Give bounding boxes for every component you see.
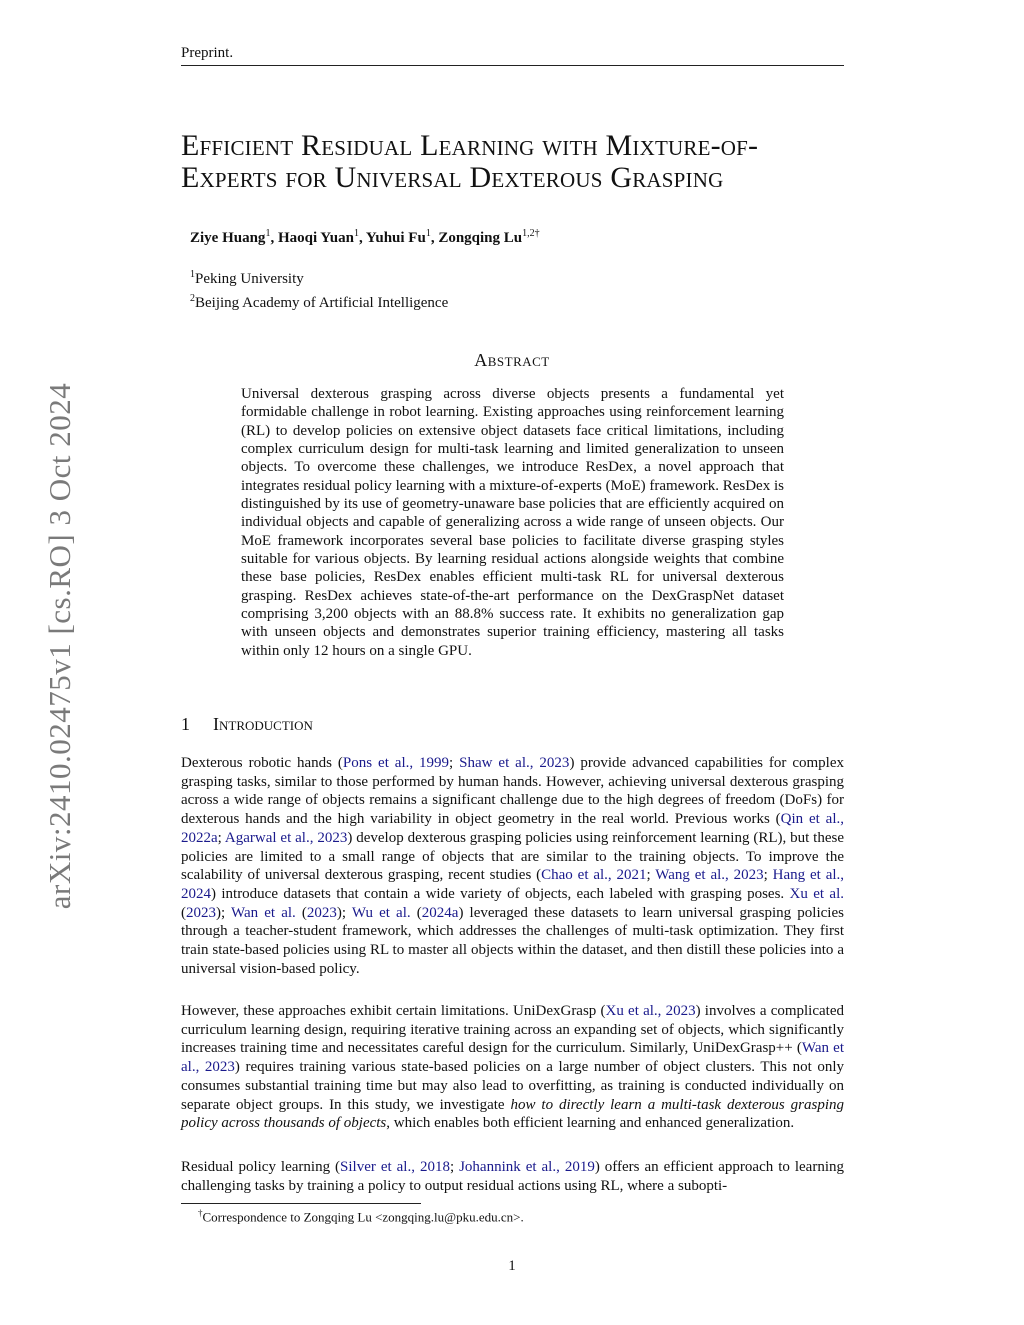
citation-link[interactable]: Shaw et al., 2023 [459, 755, 570, 771]
text-run: Dexterous robotic hands ( [181, 755, 343, 771]
text-run: ( [181, 904, 186, 921]
citation-link[interactable]: 2023 [186, 904, 216, 921]
text-run: ) leveraged these datasets to learn universal grasping policies through a teacher-student framework, which addresses the challenges of multi-task optimization. They first train state-based policies using RL to master all objects within the dataset, and then distill these policies into a universal vision-based policy. [181, 904, 844, 977]
citation-link[interactable]: Hang et al., 2024 [181, 867, 845, 902]
affiliation-text: Peking University [195, 271, 304, 287]
section-title: Introduction [213, 714, 313, 734]
author-affil-sup: 1 [265, 228, 271, 239]
text-run: ) provide advanced capabilities for complex grasping tasks, similar to those performed by human hands. However, achieving universal dexterous grasping across a wide range of objects remains a significant challenge due to the high degrees of freedom (DoFs) for dexterous hands and the high variability in object geometry in the real world. Previous works ( [181, 755, 844, 828]
affiliations [190, 265, 448, 313]
affiliation-text: Beijing Academy of Artificial Intelligence [195, 295, 449, 311]
intro-paragraph-2 [181, 1002, 844, 1133]
text-run: However, these approaches exhibit certain limitations. UniDexGrasp ( [181, 1003, 606, 1019]
affiliation-sup: 2 [190, 293, 195, 304]
author-affil-sup: 1 [353, 228, 359, 239]
header-divider [181, 65, 844, 66]
citation-link[interactable]: Wang et al., 2023 [655, 867, 764, 884]
citation-link[interactable]: Wan et al. [231, 904, 296, 921]
text-run: ; [217, 829, 225, 846]
author-name: , Zongqing Lu [430, 230, 523, 246]
author-list [190, 228, 540, 247]
page-number: 1 [508, 1258, 516, 1274]
affiliation-sup: 1 [190, 269, 195, 280]
text-run: ( [410, 904, 422, 921]
affiliation-2 [190, 289, 448, 313]
author-name: , Yuhui Fu [358, 230, 426, 246]
citation-link[interactable]: Qin et al., 2022a [181, 811, 844, 846]
citation-link[interactable]: Pons et al., 1999 [342, 755, 450, 771]
text-run: ) requires training various state-based policies on a large number of object clusters. This not only consumes substantial training time but may also lead to overfitting, as training is conducted individually on separate object groups. In this study, we investigate [181, 1059, 845, 1113]
text-run: ) involves a complicated curriculum learning design, requiring iterative training across an expanding set of objects, which significantly increases training time and necessitates careful design for the curriculum. Similarly, UniDexGrasp++ ( [181, 1003, 844, 1057]
text-run: ; [449, 1159, 460, 1175]
text-run: ; [646, 867, 656, 884]
abstract-heading: Abstract [474, 350, 550, 370]
affiliation-1 [190, 265, 448, 289]
text-run: Residual policy learning ( [181, 1159, 341, 1175]
paper-title [181, 130, 861, 194]
citation-link[interactable]: 2023 [306, 904, 337, 921]
arxiv-watermark: arXiv:2410.02475v1 [cs.RO] 3 Oct 2024 [42, 382, 77, 910]
running-header: Preprint. [181, 45, 234, 61]
citation-link[interactable]: Silver et al., 2018 [340, 1159, 450, 1175]
author-name: Ziye Huang [190, 230, 266, 246]
footnote-divider [181, 1203, 421, 1204]
text-run: ; [449, 755, 460, 771]
text-run: ); [216, 904, 232, 921]
section-number: 1 [181, 714, 190, 734]
footnote-text: Correspondence to Zongqing Lu <zongqing.lu@pku.edu.cn>. [202, 1209, 524, 1225]
text-run: ( [295, 904, 307, 921]
citation-link[interactable]: 2024a [421, 904, 459, 921]
footnote-mark: † [198, 1208, 203, 1218]
section-heading-introduction [181, 714, 313, 735]
text-run: ) offers an efficient approach to learning challenging tasks by training a policy to output residual actions using RL, where a subopti- [181, 1159, 844, 1194]
text-run: ; [763, 867, 773, 884]
citation-link[interactable]: Johannink et al., 2019 [459, 1159, 595, 1175]
citation-link[interactable]: Wu et al. [351, 904, 411, 921]
title-line-2: Experts for Universal Dexterous Grasping [181, 161, 724, 194]
abstract-text: Universal dexterous grasping across diverse objects presents a fundamental yet formidable challenge in robot learning. Existing approaches using reinforcement learning (RL) to develop policies on extensive object datasets face critical limitations, including complex curriculum design for multi-task learning and limited generalization to unseen objects. To overcome these challenges, we introduce ResDex, a novel approach that integrates residual policy learning with a mixture-of-experts (MoE) framework. ResDex is distinguished by its use of geometry-unaware base policies that are efficiently acquired on individual objects and capable of generalizing across a wide range of unseen objects. Our MoE framework incorporates several base policies to facilitate diverse grasping styles suitable for various objects. By learning residual actions alongside weights that combine these base policies, ResDex enables efficient multi-task RL for universal dexterous grasping. ResDex achieves state-of-the-art performance on the DexGraspNet dataset comprising 3,200 objects with an 88.8% success rate. It exhibits no generalization gap with unseen objects and demonstrates superior training efficiency, mastering all tasks within only 12 hours on a single GPU. [241, 386, 784, 659]
text-run: ) introduce datasets that contain a wide variety of objects, each labeled with grasping poses. [211, 885, 790, 902]
author-affil-sup: 1,2† [522, 228, 540, 239]
author-affil-sup: 1 [425, 228, 431, 239]
title-line-1: Efficient Residual Learning with Mixture-of- [181, 129, 759, 162]
citation-link[interactable]: Agarwal et al., 2023 [224, 829, 348, 846]
citation-link[interactable]: Xu et al. [789, 885, 844, 902]
intro-paragraph-1 [181, 754, 844, 978]
citation-link[interactable]: Xu et al., 2023 [605, 1003, 696, 1019]
text-run: , which enables both efficient learning and enhanced generalization. [386, 1115, 795, 1132]
emphasis-text: how to directly learn a multi-task dexterous grasping policy across thousands of objects [181, 1096, 844, 1132]
citation-link[interactable]: Chao et al., 2021 [541, 867, 647, 884]
author-name: , Haoqi Yuan [270, 230, 354, 246]
intro-paragraph-3 [181, 1158, 844, 1195]
citation-link[interactable]: Wan et al., 2023 [181, 1040, 844, 1076]
text-run: ) develop dexterous grasping policies using reinforcement learning (RL), but these policies are limited to a small range of objects that are similar to the training objects. To improve the scalability of universal dexterous grasping, recent studies ( [181, 829, 844, 884]
footnote [198, 1208, 524, 1225]
text-run: ); [336, 904, 352, 921]
